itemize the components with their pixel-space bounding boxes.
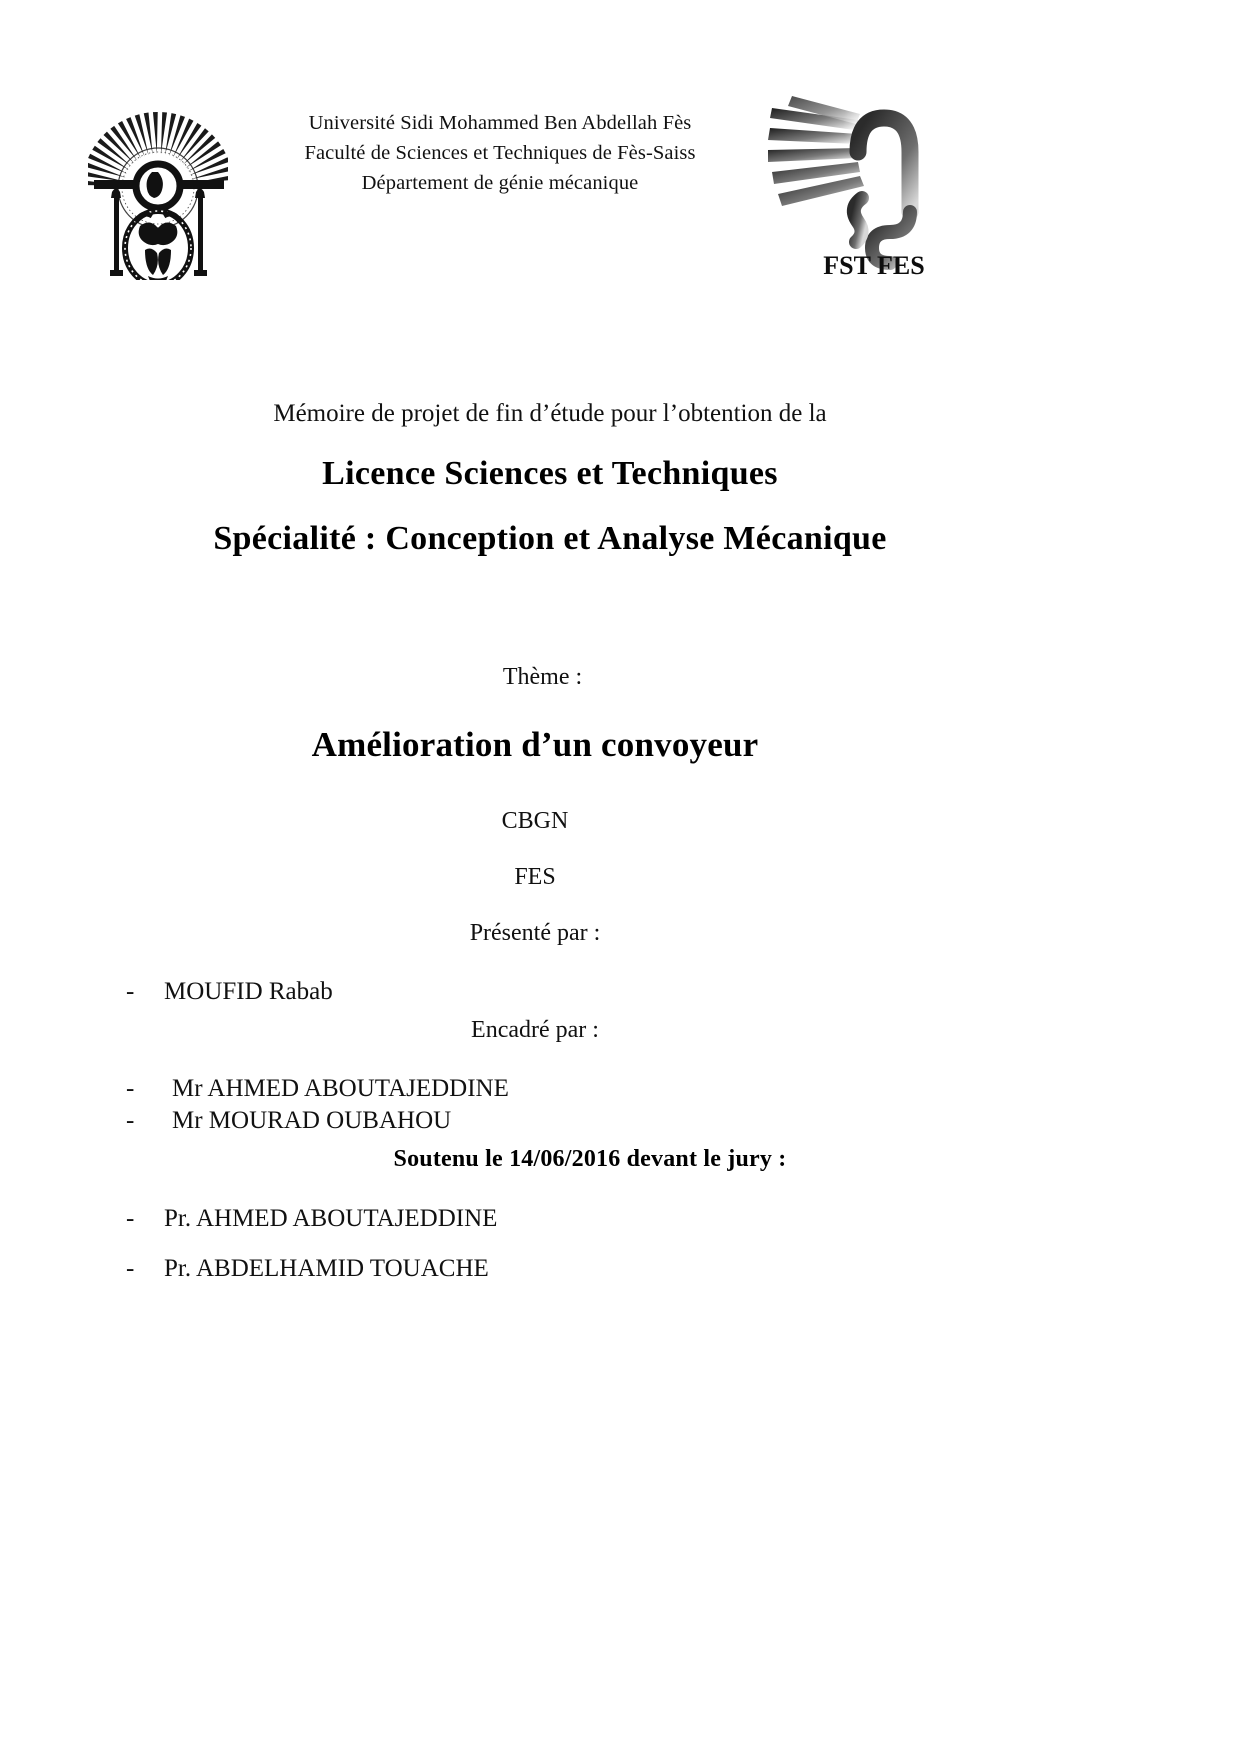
degree-title: Licence Sciences et Techniques	[322, 455, 778, 492]
dash-bullet: -	[126, 1107, 135, 1134]
list-item	[126, 1107, 509, 1135]
student-list	[126, 978, 333, 1006]
company-name: CBGN	[501, 808, 569, 834]
institution-line-department: Département de génie mécanique	[361, 172, 639, 195]
defense-date-line: Soutenu le 14/06/2016 devant le jury :	[393, 1146, 787, 1172]
speciality-title: Spécialité : Conception et Analyse Mécanique	[213, 520, 887, 557]
supervisor-name: Mr AHMED ABOUTAJEDDINE	[172, 1075, 509, 1102]
city-name: FES	[514, 864, 556, 890]
institution-header-text	[240, 108, 760, 198]
theme-label: Thème :	[502, 664, 583, 690]
jury-member-name: Pr. AHMED ABOUTAJEDDINE	[164, 1205, 498, 1232]
institution-line-faculty: Faculté de Sciences et Techniques de Fès-Saiss	[304, 142, 696, 165]
dash-bullet: -	[126, 1205, 135, 1232]
fst-fes-logo	[762, 78, 942, 283]
jury-member-name: Pr. ABDELHAMID TOUACHE	[164, 1255, 489, 1282]
supervisor-list	[126, 1075, 509, 1139]
student-name: MOUFID Rabab	[164, 978, 333, 1005]
theme-title: Amélioration d’un convoyeur	[311, 725, 759, 764]
list-item	[126, 1075, 509, 1103]
page-header	[0, 70, 1241, 285]
fst-fes-logo-caption: FST FES	[823, 251, 925, 280]
institution-line-university: Université Sidi Mohammed Ben Abdellah Fès	[308, 112, 692, 134]
memoire-line: Mémoire de projet de fin d’étude pour l’obtention de la	[273, 400, 827, 427]
dash-bullet: -	[126, 978, 135, 1005]
dash-bullet: -	[126, 1255, 135, 1282]
university-seal-logo	[88, 80, 228, 280]
jury-list	[126, 1205, 497, 1305]
presented-by-label: Présenté par :	[469, 920, 601, 946]
supervised-by-label: Encadré par :	[471, 1017, 599, 1043]
dash-bullet: -	[126, 1075, 135, 1102]
list-item	[126, 1205, 497, 1233]
supervisor-name: Mr MOURAD OUBAHOU	[172, 1107, 452, 1134]
list-item	[126, 978, 333, 1006]
list-item	[126, 1255, 497, 1283]
